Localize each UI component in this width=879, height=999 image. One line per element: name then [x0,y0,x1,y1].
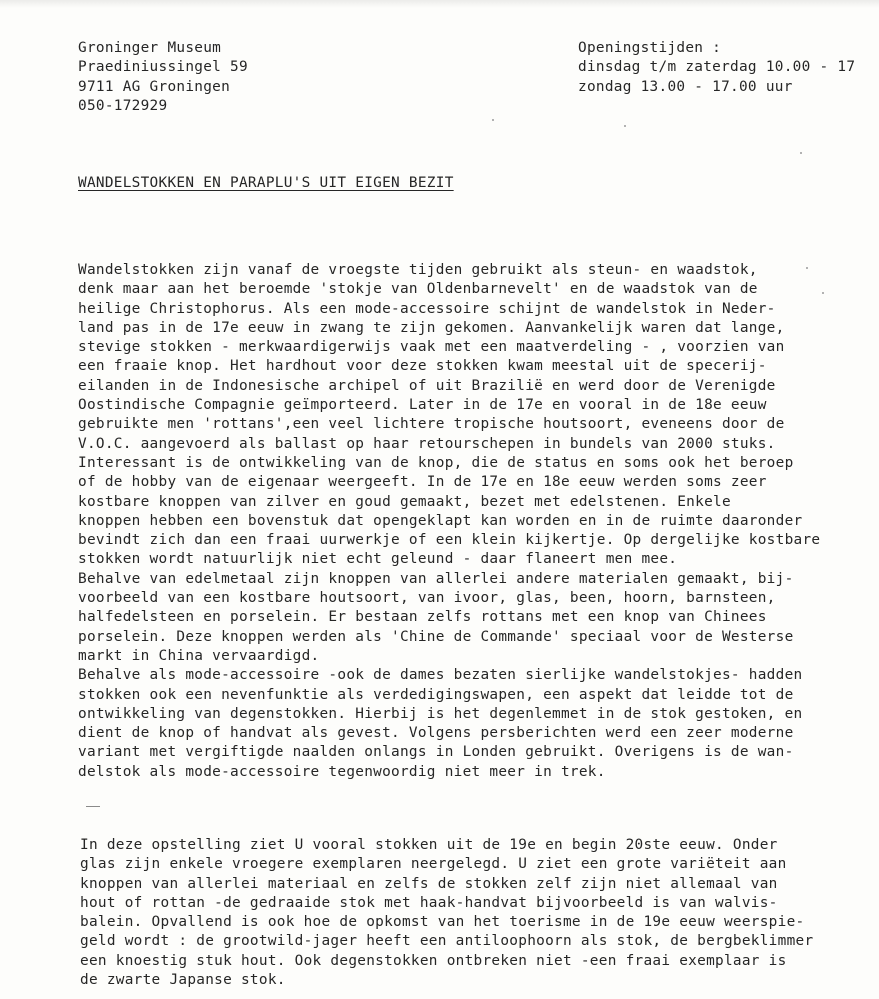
text-line: dient de knop of handvat als gevest. Volgens persberichten werd een zeer moderne [78,725,794,742]
text-line: Oostindische Compagnie geïmporteerd. Later in de 17e en vooral in de 18e eeuw [78,397,767,414]
text-line: land pas in de 17e eeuw in zwang te zijn gekomen. Aanvankelijk waren dat lange, [78,319,785,336]
text-line: In deze opstelling ziet U vooral stokken uit de 19e en begin 20ste eeuw. Onder [80,837,778,853]
text-line: halfedelsteen en porselein. Er bestaan zelfs rottans met een knop van Chinees [78,609,767,626]
text-line: geld wordt : de grootwild-jager heeft een antiloophoorn als stok, de bergbeklimmer [80,933,814,950]
opening-hours [578,39,855,97]
text-line: denk maar aan het beroemde 'stokje van Oldenbarnevelt' en de waadstok van de [78,281,758,298]
text-line: delstok als mode-accessoire tegenwoordig niet meer in trek. [78,763,606,780]
paragraph-history [78,261,820,782]
text-line: markt in China vervaardigd. [78,647,320,664]
text-line: hout of rottan -de gedraaide stok met haak-handvat bijvoorbeeld is van walvis- [80,894,778,911]
hours-line: dinsdag t/m zaterdag 10.00 - 17 [578,59,856,76]
text-line: V.O.C. aangevoerd als ballast op haar retourschepen in bundels van 2000 stuks. [78,435,776,452]
scan-speck [492,119,494,121]
museum-address [78,39,248,116]
text-line: stevige stokken - merkwaardigerwijs vaak met een maatverdeling - , voorzien van [78,339,785,356]
scan-speck [822,292,824,294]
paragraph-exhibition [80,836,813,990]
text-line: balein. Opvallend is ook hoe de opkomst van het toerisme in de 19e eeuw weerspie- [80,914,805,931]
text-line: Behalve van edelmetaal zijn knoppen van allerlei andere materialen gemaakt, bij- [78,570,794,587]
scan-speck [800,152,802,154]
text-line: glas zijn enkele vroegere exemplaren neergelegd. U ziet een grote variëteit aan [80,856,787,873]
text-line: porselein. Deze knoppen werden als 'Chine de Commande' speciaal voor de Westerse [78,628,794,645]
text-line: ontwikkeling van degenstokken. Hierbij is het degenlemmet in de stok gestoken, en [78,705,803,722]
text-line: bevindt zich dan een fraai uurwerkje of een klein kijkertje. Op dergelijke kostbare [78,532,821,549]
address-line: 050-172929 [78,97,168,114]
document-title: WANDELSTOKKEN EN PARAPLU'S UIT EIGEN BEZIT [78,175,454,191]
text-line: stokken ook een nevenfunktie als verdedigingswapen, een aspekt dat leidde tot de [78,686,794,703]
scan-speck [806,267,808,269]
text-line: eilanden in de Indonesische archipel of uit Brazilië en werd door de Verenigde [78,377,776,394]
text-line: Wandelstokken zijn vanaf de vroegste tijden gebruikt als steun- en waadstok, [78,262,758,278]
text-line: stokken wordt natuurlijk niet echt geleund - daar flaneert men mee. [78,551,678,568]
text-line: variant met vergiftigde naalden onlangs in Londen gebruikt. Overigens is de wan- [78,744,794,761]
text-line: heilige Christophorus. Als een mode-accessoire schijnt de wandelstok in Neder- [78,300,776,317]
text-line: Behalve als mode-accessoire -ook de dames bezaten sierlijke wandelstokjes- hadden [78,667,803,684]
address-line: Praediniussingel 59 [78,59,248,76]
separator-dash [86,806,100,807]
text-line: de zwarte Japanse stok. [80,972,286,989]
text-line: of de hobby van de eigenaar weergeeft. In de 17e en 18e eeuw werden soms zeer [78,474,767,491]
text-line: voorbeeld van een kostbare houtsoort, van ivoor, glas, been, hoorn, barnsteen, [78,590,776,607]
text-line: gebruikte men 'rottans',een veel lichtere tropische houtsoort, eveneens door de [78,416,785,433]
text-line: knoppen van allerlei materiaal en zelfs de stokken zelf zijn niet allemaal van [80,875,778,892]
scan-speck [624,125,626,127]
address-line: Groninger Museum [78,40,222,56]
text-line: kostbare knoppen van zilver en goud gemaakt, bezet met edelstenen. Enkele [78,493,731,510]
address-line: 9711 AG Groningen [78,78,231,95]
text-line: een fraaie knop. Het hardhout voor deze stokken kwam meestal uit de specerij- [78,358,767,375]
hours-line: Openingstijden : [578,40,722,56]
text-line: een knoestig stuk hout. Ook degenstokken ontbreken niet -een fraai exemplaar is [80,952,787,969]
hours-line: zondag 13.00 - 17.00 uur [578,78,793,95]
scan-edge-shadow [0,0,879,8]
text-line: knoppen hebben een bovenstuk dat opengeklapt kan worden en in de ruimte daaronder [78,512,803,529]
text-line: Interessant is de ontwikkeling van de knop, die de status en soms ook het beroep [78,454,794,471]
